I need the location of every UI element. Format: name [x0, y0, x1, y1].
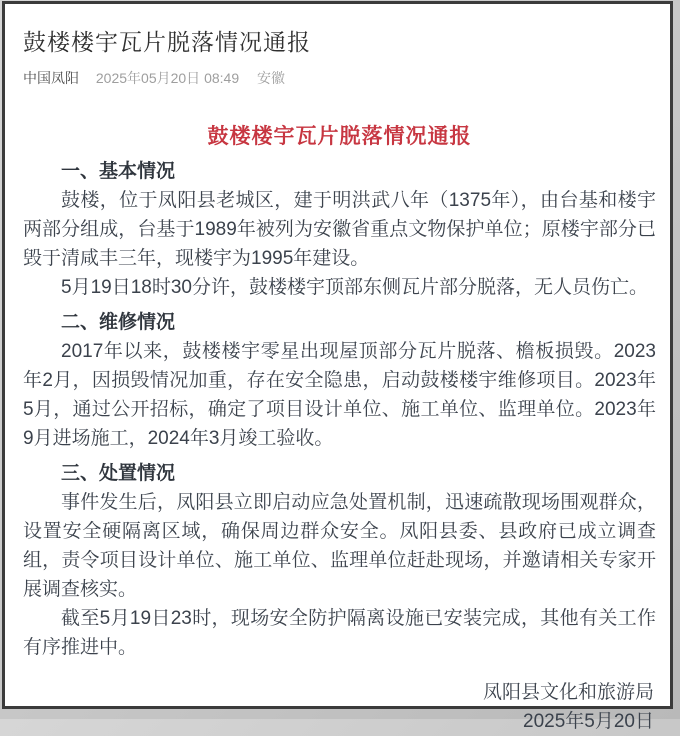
paragraph: 5月19日18时30分许，鼓楼楼宇顶部东侧瓦片部分脱落，无人员伤亡。	[61, 277, 648, 298]
paragraph: 事件发生后，凤阳县立即启动应急处置机制，迅速疏散现场围观群众，设置安全硬隔离区域，确保周边群众安全。凤阳县委、县政府已成立调查组，责令项目设计单位、施工单位、监理单位赶赴现场，并邀请相关专家开展调查核实。	[23, 492, 656, 600]
publisher-account-link[interactable]: 中国凤阳	[23, 70, 79, 86]
paragraph: 截至5月19日23时，现场安全防护隔离设施已安装完成，其他有关工作有序推进中。	[23, 608, 656, 658]
publish-datetime: 2025年05月20日 08:49	[95, 70, 240, 86]
signature-date: 2025年5月20日	[523, 711, 654, 732]
signature-org: 凤阳县文化和旅游局	[482, 682, 654, 703]
section-heading-repair-situation: 二、维修情况	[61, 312, 176, 333]
notice-headline: 鼓楼楼宇瓦片脱落情况通报	[207, 125, 472, 148]
page-title: 鼓楼楼宇瓦片脱落情况通报	[23, 29, 311, 55]
paragraph: 鼓楼，位于凤阳县老城区，建于明洪武八年（1375年），由台基和楼宇两部分组成，台基于1989年被列为安徽省重点文物保护单位；原楼宇部分已毁于清咸丰三年，现楼宇为1995年建设。	[23, 190, 656, 269]
paragraph: 2017年以来，鼓楼楼宇零星出现屋顶部分瓦片脱落、檐板损毁。2023年2月，因损毁情况加重，存在安全隐患，启动鼓楼楼宇维修项目。2023年5月，通过公开招标，确定了项目设计单位、施工单位、监理单位。2023年9月进场施工，2024年3月竣工验收。	[23, 341, 656, 449]
section-heading-basic-situation: 一、基本情况	[61, 161, 176, 182]
signature-block	[23, 678, 656, 736]
publish-location: 安徽	[257, 70, 285, 86]
section-heading-handling-situation: 三、处置情况	[61, 463, 176, 484]
document-frame	[2, 1, 673, 732]
article-meta	[23, 68, 656, 88]
article-page	[5, 4, 670, 736]
